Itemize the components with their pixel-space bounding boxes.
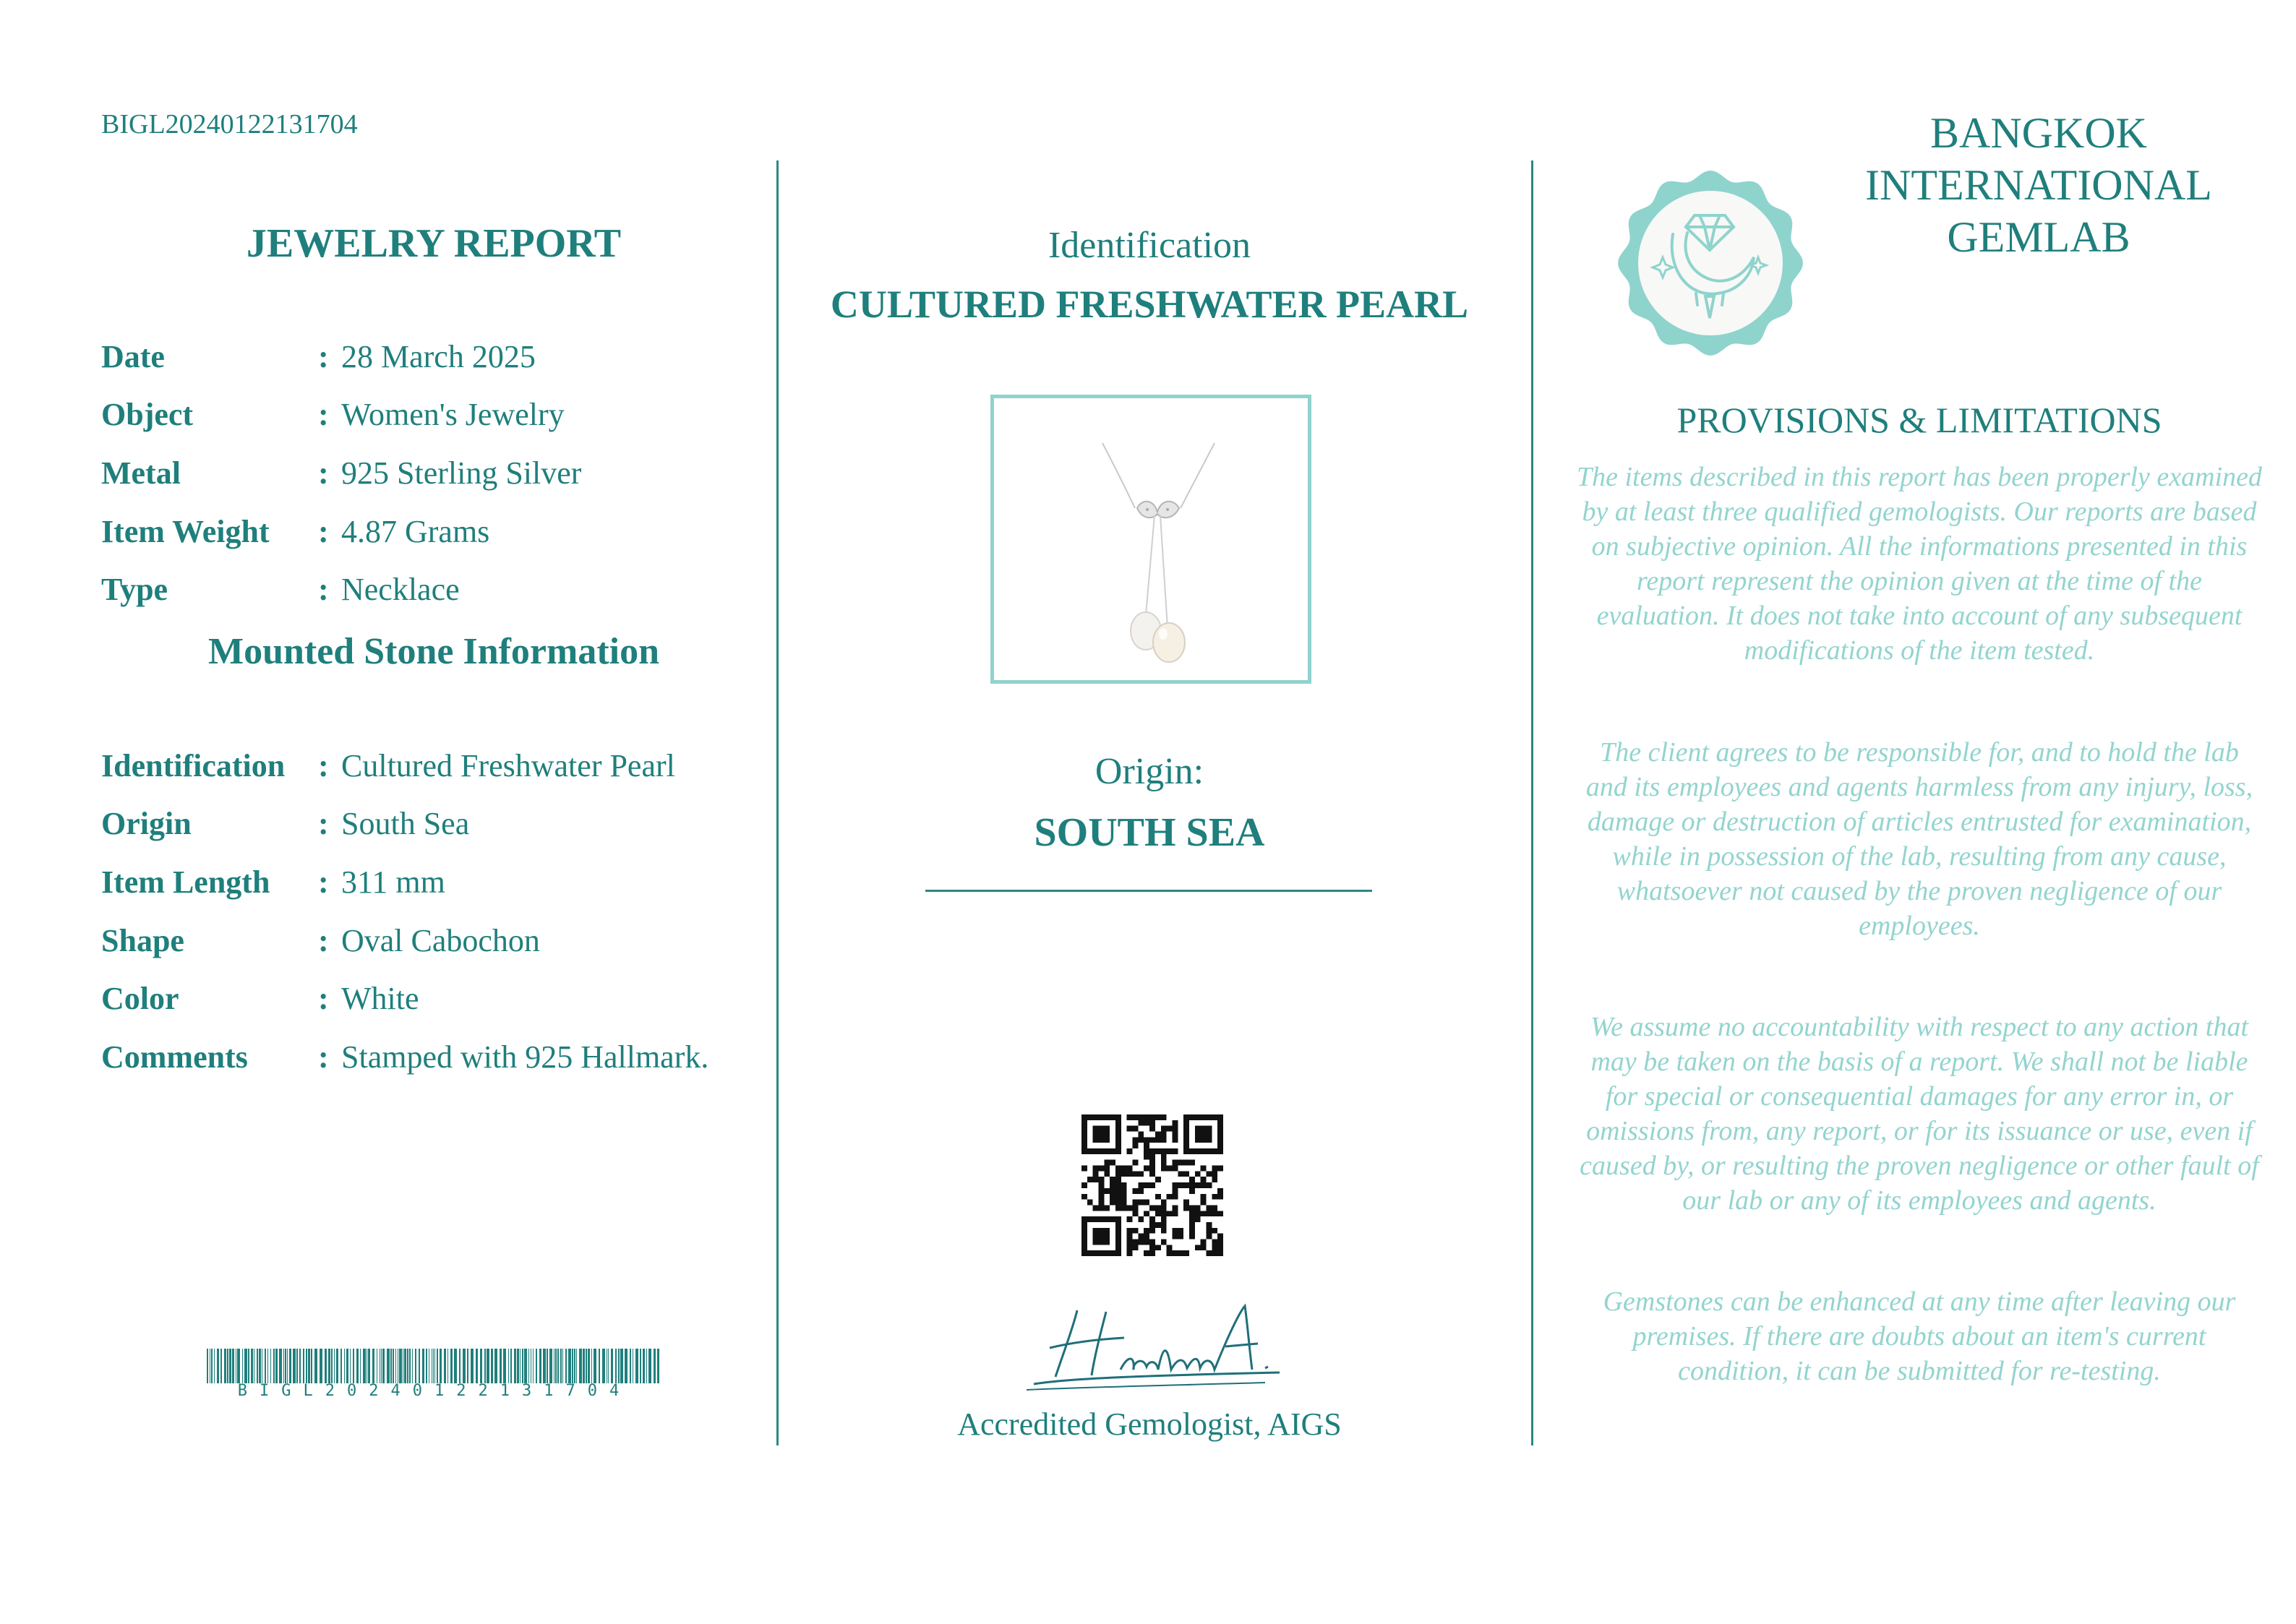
field-colon: : (318, 806, 329, 841)
field-value: 28 March 2025 (341, 339, 536, 374)
field-row-object (101, 396, 766, 439)
field-colon: : (318, 864, 329, 900)
field-colon: : (318, 514, 329, 549)
field-value: 4.87 Grams (341, 514, 490, 549)
field-label: Shape (101, 923, 184, 958)
field-label: Type (101, 572, 168, 607)
gemologist-signature (1005, 1297, 1294, 1399)
barcode-text: BIGL20240122131704 (237, 1382, 632, 1400)
field-value: 311 mm (341, 864, 445, 900)
provisions-paragraph: The items described in this report has been properly examined by at least three qualified gemologists. Our reports are based on subjective opinion. All the informations presented in this report represent the opinion given at the time of the evaluation. It does not take into account of any subsequent modifications of the item tested. (1576, 462, 2263, 666)
product-photo (990, 395, 1311, 684)
lab-name-line: BANGKOK (1930, 109, 2147, 157)
signature-caption: Accredited Gemologist, AIGS (957, 1406, 1342, 1442)
field-label: Metal (101, 455, 181, 491)
field-label: Date (101, 339, 165, 374)
field-colon: : (318, 748, 329, 783)
field-label: Item Length (101, 864, 270, 900)
field-colon: : (318, 1039, 329, 1075)
field-colon: : (318, 981, 329, 1016)
field-colon: : (318, 572, 329, 607)
field-label: Item Weight (101, 514, 270, 549)
provisions-paragraph: The client agrees to be responsible for, and to hold the lab and its employees and agents harmless from any injury, loss, damage or destruction of articles entrusted for examination, while in possession of the lab, resulting from any cause, whatsoever not caused by the proven negligence of our employees. (1585, 737, 2253, 941)
column-divider-left (776, 160, 779, 1445)
lab-name (1858, 107, 2219, 263)
provisions-paragraph: We assume no accountability with respect to any action that may be taken on the basis of a report. We shall not be liable for special or consequential damages for any error in, or omissions from, any report, or for its issuance or use, even if caused by, or resulting the proven negligence or other fault of our lab or any of its employees and agents. (1580, 1012, 2259, 1216)
identification-value: CULTURED FRESHWATER PEARL (830, 283, 1469, 326)
field-value: Stamped with 925 Hallmark. (341, 1039, 709, 1075)
identification-label: Identification (1048, 225, 1251, 266)
stone-row-shape (101, 922, 766, 966)
column-divider-right (1531, 160, 1533, 1445)
field-value: Women's Jewelry (341, 397, 565, 432)
barcode-icon (207, 1349, 662, 1383)
field-value: White (341, 981, 419, 1016)
provisions-paragraph: Gemstones can be enhanced at any time after leaving our premises. If there are doubts about an item's current condition, it can be submitted for re-testing. (1603, 1286, 2236, 1386)
field-label: Object (101, 397, 194, 432)
stone-row-color (101, 980, 766, 1023)
field-colon: : (318, 397, 329, 432)
pearl-necklace-photo (994, 398, 1308, 680)
lab-name-line: INTERNATIONAL (1865, 161, 2212, 209)
origin-value: SOUTH SEA (1034, 810, 1265, 855)
stone-row-comments (101, 1039, 766, 1082)
field-label: Origin (101, 806, 192, 841)
field-value: Cultured Freshwater Pearl (341, 748, 675, 783)
field-value: 925 Sterling Silver (341, 455, 582, 491)
stone-row-origin (101, 805, 766, 848)
origin-underline (925, 890, 1372, 892)
report-id: BIGL20240122131704 (101, 109, 358, 139)
lab-name-line: GEMLAB (1947, 213, 2130, 261)
report-title: JEWELRY REPORT (246, 221, 622, 266)
field-colon: : (318, 455, 329, 491)
provisions-title: PROVISIONS & LIMITATIONS (1676, 400, 2162, 440)
gemlab-seal-icon (1616, 169, 1804, 357)
field-label: Color (101, 981, 179, 1016)
field-label: Identification (101, 748, 286, 783)
qr-code-icon (1081, 1114, 1223, 1256)
field-value: Necklace (341, 572, 460, 607)
field-colon: : (318, 339, 329, 374)
mounted-stone-title: Mounted Stone Information (207, 631, 660, 672)
field-row-item-weight (101, 513, 766, 557)
field-label: Comments (101, 1039, 248, 1075)
stone-row-identification (101, 747, 766, 791)
field-colon: : (318, 923, 329, 958)
stone-row-item-length (101, 864, 766, 907)
field-value: South Sea (341, 806, 470, 841)
field-row-date (101, 338, 766, 382)
field-value: Oval Cabochon (341, 923, 540, 958)
origin-label: Origin: (1095, 751, 1204, 792)
field-row-type (101, 571, 766, 614)
field-row-metal (101, 455, 766, 498)
